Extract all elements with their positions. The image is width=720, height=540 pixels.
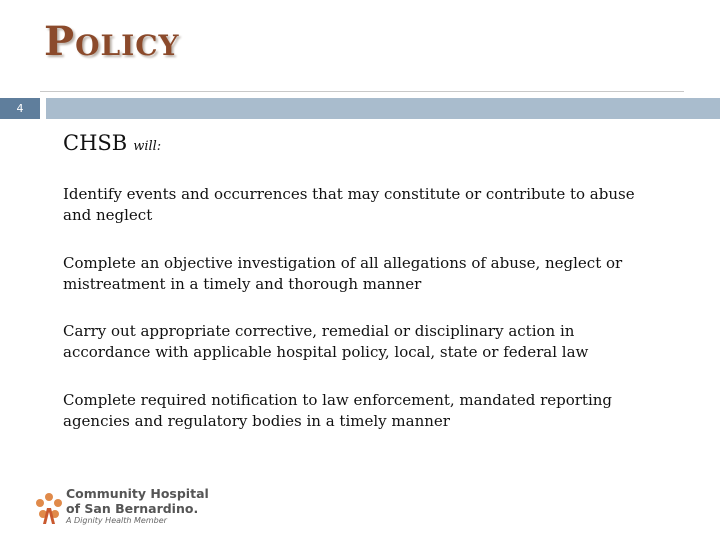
policy-item-3: Carry out appropriate corrective, remedial or disciplinary action in accordance with applicable hospital policy, local, state or federal law [63, 322, 589, 361]
flower-logo-icon [36, 493, 62, 524]
policy-item-4: Complete required notification to law enforcement, mandated reporting agencies and regulatory bodies in a timely manner [63, 391, 613, 430]
policy-item-2: Complete an objective investigation of all allegations of abuse, neglect or mistreatment in a timely and thorough manner [63, 254, 623, 293]
content-heading [63, 131, 161, 156]
policy-item-1: Identify events and occurrences that may constitute or contribute to abuse and neglect [63, 185, 635, 224]
slide-title: Policy [44, 18, 180, 65]
title-divider [40, 91, 684, 92]
logo-line-1: Community Hospital [66, 486, 209, 501]
heading-main: CHSB [63, 131, 128, 155]
logo-line-3: A Dignity Health Member [66, 516, 167, 525]
logo-line-2: of San Bernardino. [66, 501, 199, 516]
slide-number: 4 [0, 98, 40, 119]
header-bar [46, 98, 720, 119]
logo-text [66, 486, 209, 526]
heading-suffix: will: [133, 139, 162, 154]
